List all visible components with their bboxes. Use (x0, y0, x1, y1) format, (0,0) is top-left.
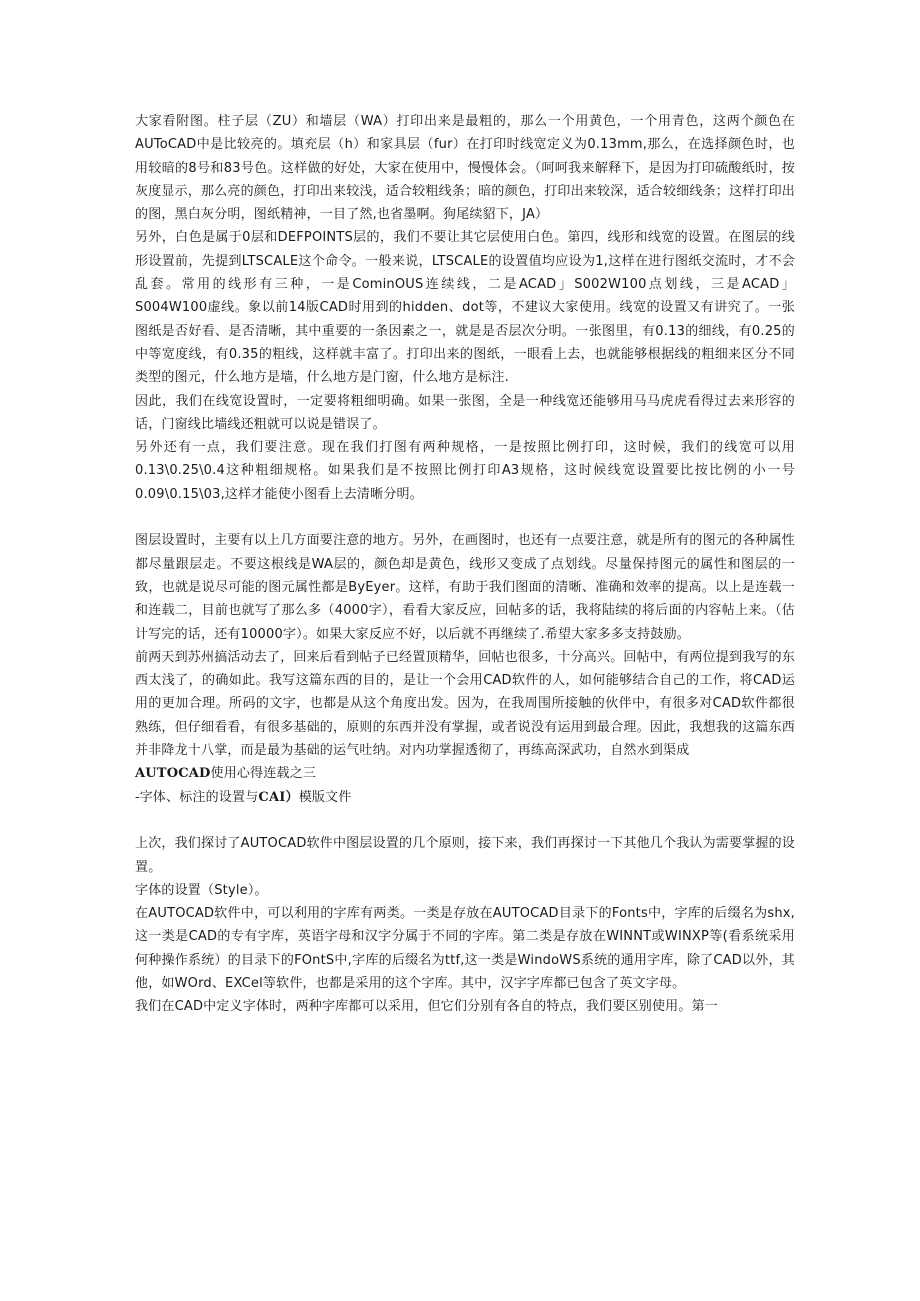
subheading-bold: CAI） (258, 789, 299, 805)
paragraph-3: 因此，我们在线宽设置时，一定要将粗细明确。如果一张图，全是一种线宽还能够用马马虎虎看得过去来形容的话，门窗线比墙线还粗就可以说是错误了。 (135, 393, 795, 432)
paragraph-9: 在AUTOCAD软件中，可以利用的字库有两类。一类是存放在AUTOCAD目录下的Fonts中，字库的后缀名为shx,这一类是CAD的专有字库，英语字母和汉字分属于不同的字库。第二类是存放在WINNT或WINXP等(看系统采用何种操作系统）的目录下的FOntS中,字库的后缀名为ttf,这一类是WindoWS系统的通用字库，除了CAD以外，其他，如WOrd、EXCel等软件，也都是采用的这个字库。其中，汉字字库都已包含了英文字母。 (135, 906, 795, 991)
document-page (135, 110, 795, 1019)
heading-bold: AUTOCAD (135, 766, 211, 782)
paragraph-8: 字体的设置（Style）。 (135, 882, 268, 898)
subheading-prefix: -字体、标注的设置与 (135, 789, 259, 805)
heading-rest: 使用心得连载之三 (210, 766, 317, 782)
section-subheading (135, 786, 795, 809)
paragraph-4: 另外还有一点，我们要注意。现在我们打图有两种规格，一是按照比例打印，这时候，我们的线宽可以用0.13\0.25\0.4这种粗细规格。如果我们是不按照比例打印A3规格，这时候线宽设置要比按比例的小一号0.09\0.15\03,这样才能使小图看上去清晰分明。 (135, 440, 795, 502)
paragraph-1: 大家看附图。柱子层（ZU）和墙层（WA）打印出来是最粗的，那么一个用黄色，一个用青色，这两个颜色在AUToCAD中是比较亮的。填充层（h）和家具层（fur）在打印时线宽定义为0.13mm,那么，在选择颜色时，也用较暗的8号和83号色。这样做的好处，大家在使用中，慢慢体会。（呵呵我来解释下，是因为打印硫酸纸时，按灰度显示，那么亮的颜色，打印出来较浅，适合较粗线条；暗的颜色，打印出来较深，适合较细线条；这样打印出的图，黑白灰分明，图纸精神，一目了然,也省墨啊。狗尾续貂下，JA） (135, 114, 796, 223)
paragraph-5: 图层设置时，主要有以上几方面要注意的地方。另外，在画图时，也还有一点要注意，就是所有的图元的各种属性都尽量跟层走。不要这根线是WA层的，颜色却是黄色，线形又变成了点划线。尽量保持图元的属性和图层的一致，也就是说尽可能的图元属性都是ByEyer。这样，有助于我们图面的清晰、准确和效率的提高。以上是连载一和连载二，目前也就写了那么多（4000字），看看大家反应，回帖多的话，我将陆续的将后面的内容帖上来。（估计写完的话，还有10000字）。如果大家反应不好，以后就不再继续了.希望大家多多支持鼓励。 (135, 533, 796, 642)
paragraph-6: 前两天到苏州搞活动去了，回来后看到帖子已经置顶精华，回帖也很多，十分高兴。回帖中，有两位提到我写的东西太浅了，的确如此。我写这篇东西的目的，是让一个会用CAD软件的人，如何能够结合自己的工作，将CAD运用的更加合理。所码的文字，也都是从这个角度出发。因为，在我周围所接触的伙伴中，有很多对CAD软件都很熟练，但仔细看看，有很多基础的，原则的东西并没有掌握，或者说没有运用到最合理。因此，我想我的这篇东西并非降龙十八掌，而是最为基础的运气吐纳。对内功掌握透彻了，再练高深武功，自然水到渠成 (135, 649, 796, 759)
subheading-suffix: 模版文件 (298, 789, 352, 805)
paragraph-7: 上次，我们探讨了AUTOCAD软件中图层设置的几个原则，接下来，我们再探讨一下其他几个我认为需要掌握的设置。 (135, 836, 795, 875)
paragraph-2: 另外，白色是属于0层和DEFPOINTS层的，我们不要让其它层使用白色。第四，线形和线宽的设置。在图层的线形设置前，先提到LTSCALE这个命令。一般来说，LTSCALE的设置值均应设为1,这样在进行图纸交流时，才不会乱套。常用的线形有三种，一是CominOUS连续线，二是ACAD」S002W100点划线，三是ACAD」S004W100虚线。象以前14版CAD时用到的hidden、dot等，不建议大家使用。线宽的设置又有讲究了。一张图纸是否好看、是否清晰，其中重要的一条因素之一，就是是否层次分明。一张图里，有0.13的细线，有0.25的中等宽度线，有0.35的粗线，这样就丰富了。打印出来的图纸，一眼看上去，也就能够根据线的粗细来区分不同类型的图元，什么地方是墙，什么地方是门窗，什么地方是标注. (135, 230, 795, 386)
blank-line (135, 506, 795, 529)
section-heading (135, 762, 795, 785)
paragraph-10: 我们在CAD中定义字体时，两种字库都可以采用，但它们分别有各自的特点，我们要区别使用。第一 (135, 999, 718, 1015)
blank-line (135, 809, 795, 832)
